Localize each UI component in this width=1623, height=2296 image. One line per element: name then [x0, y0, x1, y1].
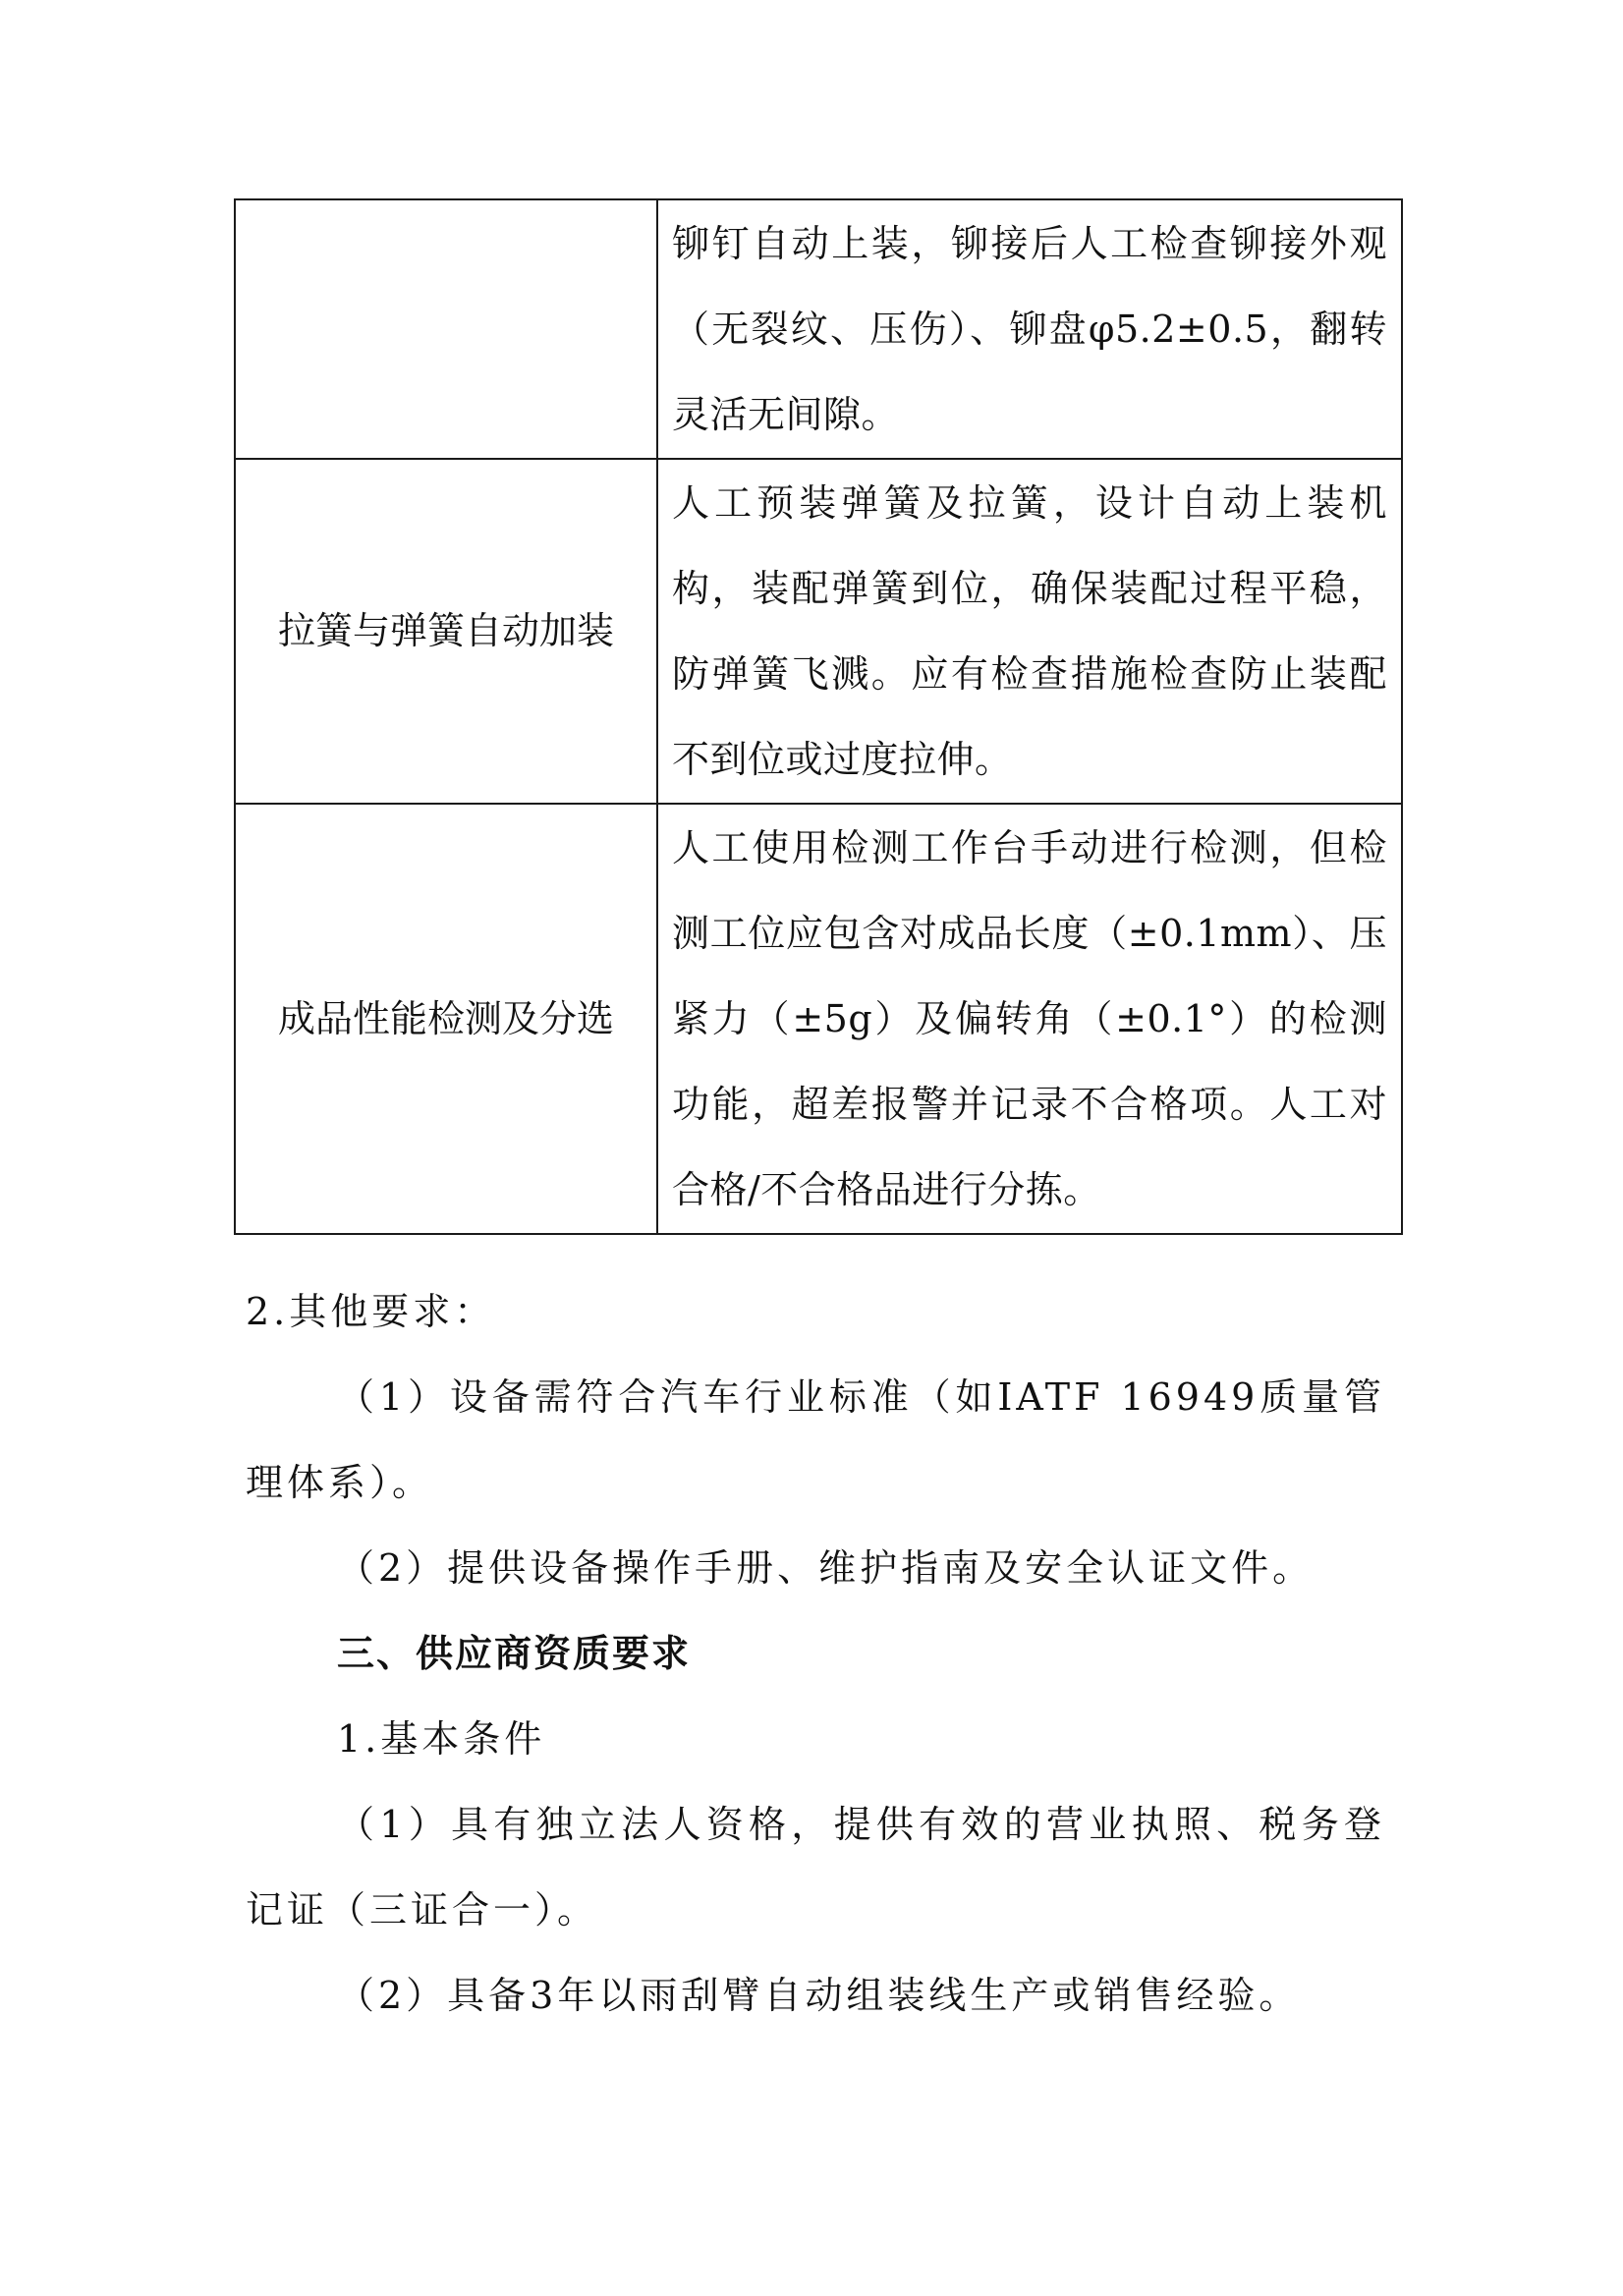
- other-requirements-title: 2.其他要求：: [246, 1290, 496, 1333]
- process-description-cell: 铆钉自动上装，铆接后人工检查铆接外观（无裂纹、压伤）、铆盘φ5.2±0.5，翻转灵活无间隙。: [657, 199, 1402, 459]
- other-requirement-item-1: （1）设备需符合汽车行业标准（如IATF 16949质量管理体系）。: [246, 1375, 1385, 1504]
- process-description-cell: 人工预装弹簧及拉簧，设计自动上装机构，装配弹簧到位，确保装配过程平稳，防弹簧飞溅。应有检查措施检查防止装配不到位或过度拉伸。: [657, 459, 1402, 804]
- document-body: [246, 1269, 1385, 2039]
- other-requirement-item-2: （2）提供设备操作手册、维护指南及安全认证文件。: [337, 1546, 1315, 1590]
- basic-condition-item-1: （1）具有独立法人资格，提供有效的营业执照、税务登记证（三证合一）。: [246, 1803, 1385, 1932]
- supplier-qualification-heading: 三、供应商资质要求: [337, 1632, 692, 1675]
- basic-conditions-subtitle: 1.基本条件: [337, 1717, 546, 1761]
- process-item-cell: 拉簧与弹簧自动加装: [235, 459, 657, 804]
- basic-condition-item-2: （2）具备3年以雨刮臂自动组装线生产或销售经验。: [337, 1974, 1301, 2017]
- process-item-cell: [235, 199, 657, 459]
- process-item-cell: 成品性能检测及分选: [235, 804, 657, 1234]
- process-description-cell: 人工使用检测工作台手动进行检测，但检测工位应包含对成品长度（±0.1mm）、压紧力（±5g）及偏转角（±0.1°）的检测功能，超差报警并记录不合格项。人工对合格/不合格品进行分拣。: [657, 804, 1402, 1234]
- table-row: [235, 804, 1402, 1234]
- table-row: [235, 459, 1402, 804]
- process-requirements-table: [234, 198, 1403, 1235]
- table-row: [235, 199, 1402, 459]
